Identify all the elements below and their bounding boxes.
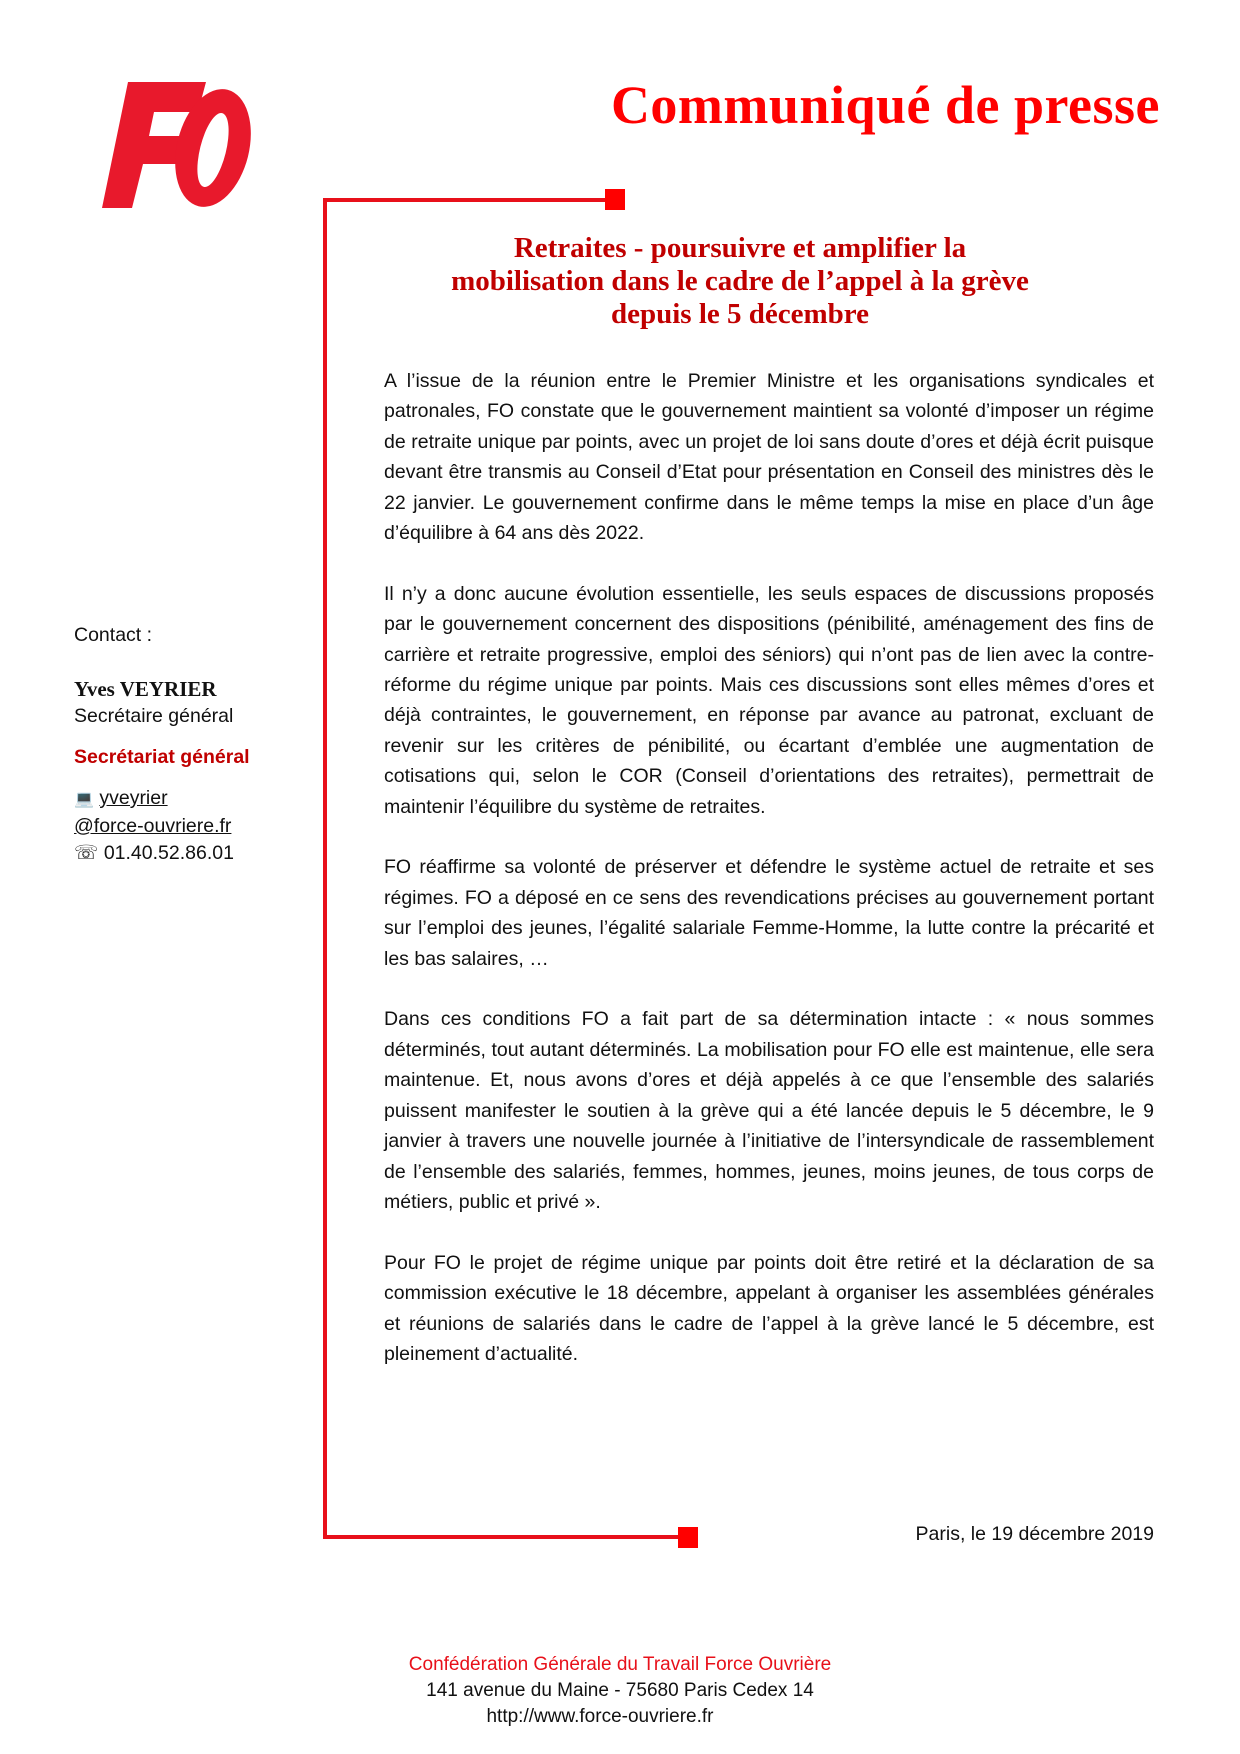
fo-logo-icon (98, 72, 258, 212)
press-body (384, 366, 1154, 1400)
email-link-part1[interactable]: yveyrier (99, 787, 168, 809)
telephone-icon: ☏ (74, 842, 99, 864)
headline (370, 232, 1110, 331)
paragraph: Dans ces conditions FO a fait part de sa détermination intacte : « nous sommes déterminés, tout autant déterminés. La mobilisation pour FO elle est maintenue, elle sera maintenue. Et, nous avons d’ores et déjà appelés à ce que l’ensemble des salariés puissent manifester le soutien à la grève qui a été lancée depuis le 5 décembre, le 9 janvier à travers une nouvelle journée à l’initiative de l’intersyndicale de rassemblement de l’ensemble des salariés, femmes, hommes, jeunes, moins jeunes, de tous corps de métiers, public et privé ». (384, 1008, 1154, 1213)
footer-address: 141 avenue du Maine - 75680 Paris Cedex 14 (426, 1680, 814, 1701)
contact-block (74, 622, 314, 867)
paragraph: Il n’y a donc aucune évolution essentielle, les seuls espaces de discussions proposés par le gouvernement concernent des dispositions (pénibilité, aménagement des fins de carrière et retraite progressive, emploi des séniors) qui n’ont pas de lien avec la contre-réforme du régime unique par points. Mais ces discussions sont elles mêmes d’ores et déjà contraintes, le gouvernement, en réponse par avance au patronat, excluant de revenir sur les critères de pénibilité, ou écartant d’emblée une augmentation de cotisations qui, selon le COR (Conseil d’orientations des retraites), permettrait de maintenir l’équilibre du système de retraites. (384, 582, 1154, 818)
paragraph: A l’issue de la réunion entre le Premier Ministre et les organisations syndicales et patronales, FO constate que le gouvernement maintient sa volonté d’imposer un régime de retraite unique par points, avec un projet de loi sans doute d’ores et déjà écrit puisque devant être transmis au Conseil d’Etat pour présentation en Conseil des ministres dès le 22 janvier. Le gouvernement confirme dans le même temps la mise en place d’un âge d’équilibre à 64 ans dès 2022. (384, 370, 1154, 545)
contact-phone (74, 840, 314, 867)
frame-left-line (323, 198, 327, 1538)
frame-bottom-line (323, 1535, 683, 1539)
contact-email[interactable] (74, 785, 314, 813)
contact-role: Secrétaire général (74, 705, 234, 727)
footer-organization: Confédération Générale du Travail Force Ouvrière (408, 1654, 832, 1675)
computer-icon: 💻 (74, 791, 94, 808)
paragraph: Pour FO le projet de régime unique par points doit être retiré et la déclaration de sa commission exécutive le 18 décembre, appelant à organiser les assemblées générales et réunions de salariés dans le cadre de l’appel à la grève lancé le 5 décembre, est pleinement d’actualité. (384, 1251, 1154, 1365)
page-title: Communiqué de presse (610, 75, 1160, 135)
frame-top-line (323, 198, 613, 202)
contact-name: Yves VEYRIER (74, 677, 217, 701)
email-link-part2[interactable]: @force-ouvriere.fr (74, 815, 232, 837)
phone-number: 01.40.52.86.01 (103, 842, 234, 864)
frame-top-square (605, 189, 625, 210)
headline-line-2: mobilisation dans le cadre de l’appel à la grève (451, 265, 1029, 297)
paragraph: FO réaffirme sa volonté de préserver et défendre le système actuel de retraite et ses régimes. FO a déposé en ce sens des revendications précises au gouvernement portant sur l’emploi des jeunes, l’égalité salariale Femme-Homme, la lutte contre la précarité et les bas salaires, … (384, 856, 1154, 970)
headline-line-1: Retraites - poursuivre et amplifier la (513, 232, 967, 264)
fo-logo (98, 72, 258, 212)
headline-line-3: depuis le 5 décembre (610, 298, 870, 330)
contact-label: Contact : (74, 624, 153, 646)
frame-bottom-square (678, 1527, 698, 1548)
footer-website[interactable]: http://www.force-ouvriere.fr (486, 1706, 714, 1727)
contact-department: Secrétariat général (74, 746, 250, 768)
press-date: Paris, le 19 décembre 2019 (915, 1523, 1154, 1545)
